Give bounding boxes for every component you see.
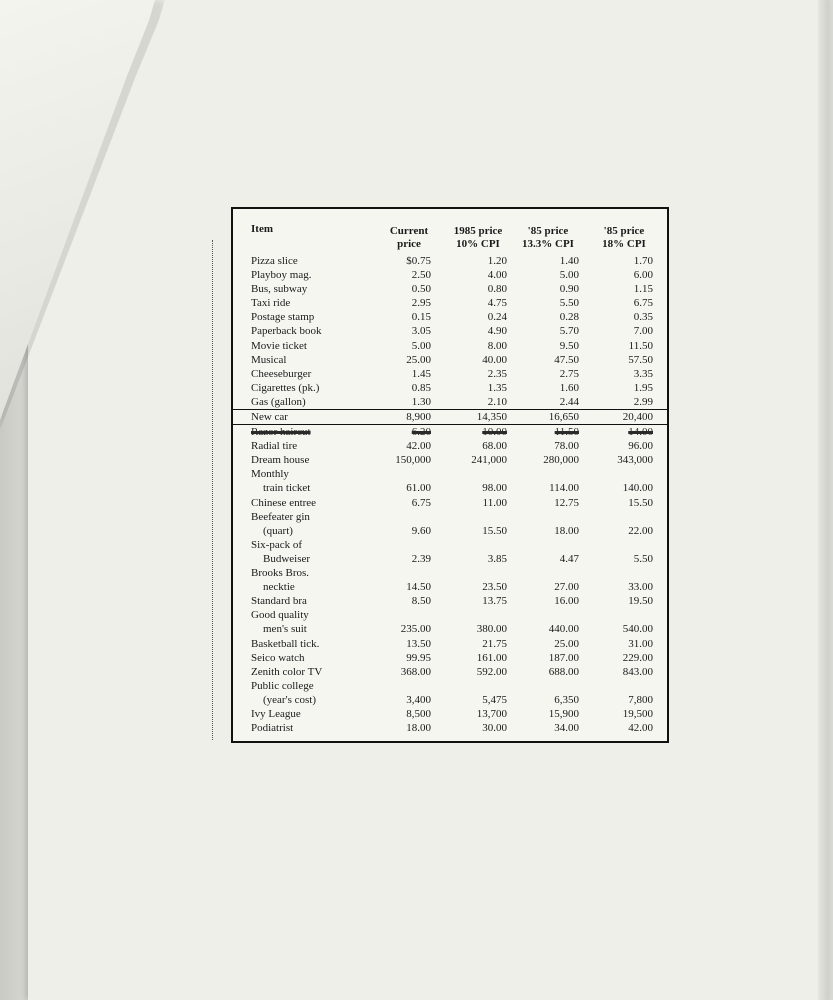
table-row bbox=[233, 707, 667, 721]
item-name-line1: Public college bbox=[251, 679, 314, 692]
current-price-cell: 42.00 bbox=[406, 440, 431, 453]
price-13-cpi-cell: 440.00 bbox=[548, 623, 579, 636]
price-18-cpi-cell: 11.50 bbox=[628, 339, 653, 352]
price-13-cpi-cell: 1.60 bbox=[559, 381, 579, 394]
current-price-cell: 0.50 bbox=[411, 283, 431, 296]
item-name-line1: Beefeater gin bbox=[251, 510, 310, 523]
header-col2-line2: 10% CPI bbox=[456, 238, 500, 250]
price-13-cpi-cell: 1.40 bbox=[559, 255, 579, 267]
price-10-cpi-cell: 15.50 bbox=[482, 524, 507, 537]
item-name-line1: New car bbox=[251, 411, 288, 424]
current-price-cell: 3,400 bbox=[406, 693, 431, 706]
price-10-cpi-cell: 4.00 bbox=[487, 269, 507, 282]
table-row bbox=[233, 651, 667, 665]
item-name-line1: Brooks Bros. bbox=[251, 567, 310, 580]
item-name-line1: Paperback book bbox=[251, 325, 322, 338]
table-row bbox=[233, 665, 667, 679]
item-name bbox=[251, 439, 297, 453]
item-name-line1: Basketball tick. bbox=[251, 637, 320, 650]
header-current-line1: Current bbox=[389, 225, 429, 237]
price-18-cpi-cell: 33.00 bbox=[628, 581, 653, 594]
table-row bbox=[233, 310, 667, 324]
price-table bbox=[231, 207, 669, 743]
header-col2-line1: 1985 price bbox=[453, 225, 503, 237]
price-18-cpi-cell: 15.50 bbox=[628, 496, 653, 509]
item-name bbox=[251, 467, 310, 495]
item-name-line1: Zenith color TV bbox=[251, 665, 323, 678]
item-name-line1: Seico watch bbox=[251, 651, 305, 664]
price-18-cpi-cell: 6.00 bbox=[633, 269, 653, 282]
price-13-cpi-cell: 16.00 bbox=[554, 595, 579, 608]
price-13-cpi-cell: 25.00 bbox=[554, 637, 579, 650]
price-13-cpi-cell: 2.44 bbox=[559, 395, 579, 408]
item-name-line1: Bus, subway bbox=[251, 283, 308, 296]
price-10-cpi-cell: 13,700 bbox=[476, 708, 507, 720]
price-18-cpi-cell: 7.00 bbox=[633, 325, 653, 338]
price-13-cpi-cell: 16,650 bbox=[548, 411, 579, 424]
table-row bbox=[233, 353, 667, 367]
item-name bbox=[251, 367, 311, 381]
current-price-cell: 6.20 bbox=[411, 426, 431, 439]
price-13-cpi-cell: 15,900 bbox=[548, 708, 579, 720]
current-price-cell: 25.00 bbox=[406, 353, 431, 366]
item-name bbox=[251, 594, 307, 608]
item-name-line2: (quart) bbox=[263, 524, 293, 537]
price-10-cpi-cell: 98.00 bbox=[482, 482, 507, 495]
price-18-cpi-cell: 6.75 bbox=[633, 297, 653, 310]
price-13-cpi-cell: 280,000 bbox=[543, 454, 579, 467]
price-13-cpi-cell: 18.00 bbox=[554, 524, 579, 537]
current-price-cell: $0.75 bbox=[406, 255, 431, 267]
item-name-line1: Cigarettes (pk.) bbox=[251, 381, 320, 394]
price-13-cpi-cell: 688.00 bbox=[548, 665, 579, 678]
item-name-line1: Cheeseburger bbox=[251, 367, 312, 380]
price-13-cpi-cell: 5.50 bbox=[559, 297, 579, 310]
table-row bbox=[233, 721, 667, 735]
price-13-cpi-cell: 187.00 bbox=[548, 651, 579, 664]
current-price-cell: 2.50 bbox=[411, 269, 431, 282]
current-price-cell: 2.39 bbox=[411, 552, 431, 565]
price-10-cpi-cell: 2.10 bbox=[487, 395, 507, 408]
table-row bbox=[233, 453, 667, 467]
current-price-cell: 235.00 bbox=[400, 623, 431, 636]
item-name bbox=[251, 395, 306, 409]
price-13-cpi-cell: 114.00 bbox=[549, 482, 579, 495]
price-10-cpi-cell: 5,475 bbox=[482, 693, 507, 706]
price-18-cpi-cell: 843.00 bbox=[622, 665, 653, 678]
price-10-cpi-cell: 0.24 bbox=[487, 311, 507, 324]
item-name bbox=[251, 665, 322, 679]
price-18-cpi-cell: 140.00 bbox=[622, 482, 653, 495]
price-18-cpi-cell: 19.50 bbox=[628, 595, 653, 608]
table-row bbox=[233, 538, 667, 566]
item-name bbox=[251, 566, 309, 594]
current-price-cell: 2.95 bbox=[411, 297, 431, 310]
table-row bbox=[233, 510, 667, 538]
table-row bbox=[233, 395, 667, 409]
item-name-line1: Monthly bbox=[251, 468, 289, 481]
price-13-cpi-cell: 2.75 bbox=[559, 367, 579, 380]
item-name bbox=[251, 254, 298, 268]
price-13-cpi-cell: 0.28 bbox=[559, 311, 579, 324]
item-name-line2: Budweiser bbox=[263, 552, 311, 565]
table-row bbox=[233, 282, 667, 296]
table-row bbox=[233, 608, 667, 636]
current-price-cell: 8,500 bbox=[406, 708, 431, 720]
header-current-price bbox=[379, 225, 439, 251]
current-price-cell: 0.85 bbox=[411, 381, 431, 394]
price-10-cpi-cell: 1.20 bbox=[487, 255, 507, 267]
price-10-cpi-cell: 30.00 bbox=[482, 722, 507, 735]
item-name bbox=[251, 707, 301, 721]
table-row bbox=[233, 409, 667, 425]
price-10-cpi-cell: 23.50 bbox=[482, 581, 507, 594]
price-10-cpi-cell: 40.00 bbox=[482, 353, 507, 366]
price-10-cpi-cell: 161.00 bbox=[476, 651, 507, 664]
table-row bbox=[233, 324, 667, 338]
price-10-cpi-cell: 380.00 bbox=[476, 623, 507, 636]
current-price-cell: 18.00 bbox=[406, 722, 431, 735]
item-name-line1: Radial tire bbox=[251, 440, 298, 453]
price-13-cpi-cell: 34.00 bbox=[554, 722, 579, 735]
current-price-cell: 3.05 bbox=[411, 325, 431, 338]
price-13-cpi-cell: 11.50 bbox=[554, 426, 579, 439]
current-price-cell: 13.50 bbox=[406, 637, 431, 650]
table-row bbox=[233, 268, 667, 282]
price-10-cpi-cell: 4.75 bbox=[487, 297, 507, 310]
item-name-line2: train ticket bbox=[263, 482, 311, 495]
item-name bbox=[251, 353, 286, 367]
price-18-cpi-cell: 19,500 bbox=[622, 708, 653, 720]
table-row bbox=[233, 254, 667, 268]
margin-marks bbox=[212, 240, 215, 740]
item-name bbox=[251, 637, 319, 651]
price-10-cpi-cell: 10.00 bbox=[482, 426, 507, 439]
table-row bbox=[233, 425, 667, 439]
price-18-cpi-cell: 31.00 bbox=[628, 637, 653, 650]
price-18-cpi-cell: 3.35 bbox=[633, 367, 653, 380]
price-18-cpi-cell: 22.00 bbox=[628, 524, 653, 537]
item-name-line1: Pizza slice bbox=[251, 255, 298, 267]
item-name-line1: Postage stamp bbox=[251, 311, 315, 324]
price-18-cpi-cell: 1.15 bbox=[633, 283, 653, 296]
header-col3-line2: 13.3% CPI bbox=[522, 238, 574, 250]
item-name-line2: necktie bbox=[263, 581, 295, 594]
item-name-line1: Dream house bbox=[251, 454, 310, 467]
header-col4-line1: '85 price bbox=[603, 225, 645, 237]
item-name-line1: Gas (gallon) bbox=[251, 395, 306, 408]
price-10-cpi-cell: 0.80 bbox=[487, 283, 507, 296]
price-13-cpi-cell: 5.70 bbox=[559, 325, 579, 338]
price-18-cpi-cell: 7,800 bbox=[628, 693, 653, 706]
page-edge bbox=[818, 0, 828, 1000]
item-name bbox=[251, 608, 309, 636]
item-name-line1: Standard bra bbox=[251, 595, 307, 608]
table-row bbox=[233, 637, 667, 651]
price-10-cpi-cell: 241,000 bbox=[471, 454, 507, 467]
price-10-cpi-cell: 4.90 bbox=[487, 325, 507, 338]
current-price-cell: 99.95 bbox=[406, 651, 431, 664]
table-row bbox=[233, 467, 667, 495]
price-10-cpi-cell: 2.35 bbox=[487, 367, 507, 380]
item-name bbox=[251, 538, 310, 566]
current-price-cell: 0.15 bbox=[411, 311, 431, 324]
price-18-cpi-cell: 540.00 bbox=[622, 623, 653, 636]
price-18-cpi-cell: 5.50 bbox=[633, 552, 653, 565]
table-row bbox=[233, 381, 667, 395]
table-row bbox=[233, 496, 667, 510]
item-name bbox=[251, 381, 319, 395]
current-price-cell: 368.00 bbox=[400, 665, 431, 678]
price-13-cpi-cell: 9.50 bbox=[559, 339, 579, 352]
price-18-cpi-cell: 0.35 bbox=[633, 311, 653, 324]
table-row bbox=[233, 339, 667, 353]
price-13-cpi-cell: 47.50 bbox=[554, 353, 579, 366]
current-price-cell: 8,900 bbox=[406, 411, 431, 424]
item-name-line1: Ivy League bbox=[251, 708, 301, 720]
table-row bbox=[233, 594, 667, 608]
price-18-cpi-cell: 1.95 bbox=[633, 381, 653, 394]
price-10-cpi-cell: 3.85 bbox=[487, 552, 507, 565]
current-price-cell: 6.75 bbox=[411, 496, 431, 509]
item-name bbox=[251, 282, 307, 296]
item-name bbox=[251, 410, 288, 424]
item-name bbox=[251, 453, 309, 467]
header-item bbox=[251, 223, 273, 236]
price-18-cpi-cell: 2.99 bbox=[633, 395, 653, 408]
item-name bbox=[251, 679, 316, 707]
price-18-cpi-cell: 96.00 bbox=[628, 440, 653, 453]
table-row bbox=[233, 679, 667, 707]
item-name bbox=[251, 425, 311, 439]
current-price-cell: 5.00 bbox=[411, 339, 431, 352]
price-13-cpi-cell: 12.75 bbox=[554, 496, 579, 509]
current-price-cell: 61.00 bbox=[406, 482, 431, 495]
table-row bbox=[233, 367, 667, 381]
item-name bbox=[251, 296, 290, 310]
item-name-line1: Taxi ride bbox=[251, 297, 291, 310]
price-13-cpi-cell: 78.00 bbox=[554, 440, 579, 453]
header-col4-line2: 18% CPI bbox=[602, 238, 646, 250]
price-13-cpi-cell: 27.00 bbox=[554, 581, 579, 594]
item-name bbox=[251, 510, 310, 538]
item-name bbox=[251, 324, 322, 338]
price-13-cpi-cell: 4.47 bbox=[559, 552, 579, 565]
price-18-cpi-cell: 57.50 bbox=[628, 353, 653, 366]
price-10-cpi-cell: 1.35 bbox=[487, 381, 507, 394]
price-18-cpi-cell: 1.70 bbox=[633, 255, 653, 267]
item-name-line1: Six-pack of bbox=[251, 538, 303, 551]
header-current-line2: price bbox=[397, 238, 421, 250]
current-price-cell: 1.30 bbox=[411, 395, 431, 408]
price-13-cpi-cell: 6,350 bbox=[554, 693, 579, 706]
item-name-line2: (year's cost) bbox=[263, 693, 316, 706]
item-name bbox=[251, 339, 307, 353]
price-10-cpi-cell: 592.00 bbox=[476, 665, 507, 678]
current-price-cell: 9.60 bbox=[411, 524, 431, 537]
price-10-cpi-cell: 14,350 bbox=[476, 411, 507, 424]
table-row bbox=[233, 296, 667, 310]
price-18-cpi-cell: 343,000 bbox=[617, 454, 653, 467]
table-body bbox=[233, 254, 667, 735]
item-name bbox=[251, 721, 293, 735]
price-10-cpi-cell: 21.75 bbox=[482, 637, 507, 650]
current-price-cell: 1.45 bbox=[411, 367, 431, 380]
header-col3-line1: '85 price bbox=[527, 225, 569, 237]
item-name-line1: Razor haircut bbox=[251, 426, 311, 439]
price-18-cpi-cell: 20,400 bbox=[622, 411, 653, 424]
current-price-cell: 14.50 bbox=[406, 581, 431, 594]
current-price-cell: 150,000 bbox=[395, 454, 431, 467]
price-18-cpi-cell: 42.00 bbox=[628, 722, 653, 735]
price-10-cpi-cell: 13.75 bbox=[482, 595, 507, 608]
item-name-line1: Musical bbox=[251, 353, 287, 366]
price-10-cpi-cell: 11.00 bbox=[482, 496, 507, 509]
header-10-cpi bbox=[443, 225, 513, 251]
price-18-cpi-cell: 14.00 bbox=[628, 426, 653, 439]
item-name-line1: Chinese entree bbox=[251, 496, 317, 509]
price-13-cpi-cell: 5.00 bbox=[559, 269, 579, 282]
item-name-line1: Movie ticket bbox=[251, 339, 307, 352]
item-name bbox=[251, 268, 312, 282]
price-18-cpi-cell: 229.00 bbox=[622, 651, 653, 664]
item-name-line1: Podiatrist bbox=[251, 722, 294, 735]
item-name-line1: Good quality bbox=[251, 609, 309, 622]
item-name-line2: men's suit bbox=[263, 623, 307, 636]
item-name-line1: Playboy mag. bbox=[251, 269, 312, 282]
price-13-cpi-cell: 0.90 bbox=[559, 283, 579, 296]
price-10-cpi-cell: 68.00 bbox=[482, 440, 507, 453]
header-18-cpi bbox=[589, 225, 659, 251]
header-13-cpi bbox=[513, 225, 583, 251]
table-row bbox=[233, 566, 667, 594]
item-name bbox=[251, 310, 314, 324]
item-name bbox=[251, 496, 316, 510]
header-item-label: Item bbox=[251, 223, 273, 235]
table-header bbox=[233, 209, 667, 259]
table-row bbox=[233, 439, 667, 453]
price-10-cpi-cell: 8.00 bbox=[487, 339, 507, 352]
item-name bbox=[251, 651, 304, 665]
current-price-cell: 8.50 bbox=[411, 595, 431, 608]
